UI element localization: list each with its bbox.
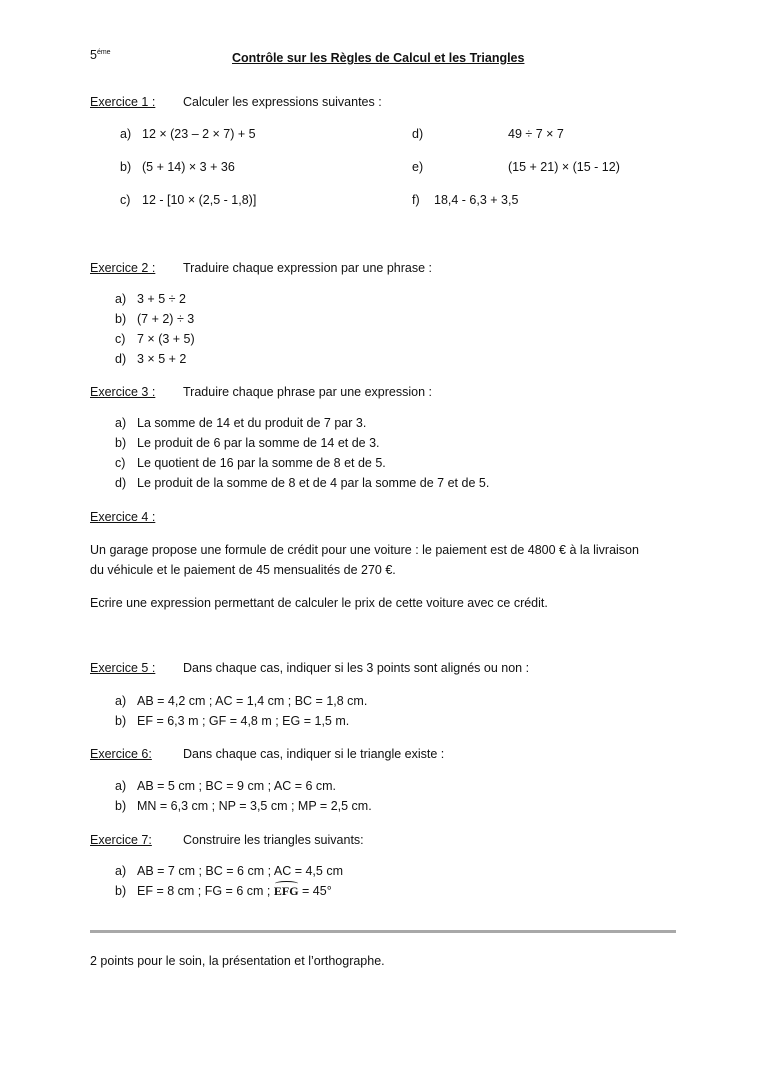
- ex1-item-f-label: f): [412, 193, 420, 207]
- ex3-item-b: b) Le produit de 6 par la somme de 14 et de 3.: [115, 436, 380, 450]
- ex2-item-d: d) 3 × 5 + 2: [115, 352, 187, 366]
- ex4-question: Ecrire une expression permettant de calculer le prix de cette voiture avec ce crédit.: [90, 596, 548, 610]
- ex7-instruction: Construire les triangles suivants:: [183, 833, 364, 847]
- ex1-item-a: a) 12 × (23 – 2 × 7) + 5: [120, 127, 256, 141]
- ex6-label: Exercice 6:: [90, 747, 152, 761]
- ex1-item-e-label: e): [412, 160, 424, 174]
- ex3-item-a: a) La somme de 14 et du produit de 7 par 3.: [115, 416, 367, 430]
- ex1-item-c: c) 12 - [10 × (2,5 - 1,8)]: [120, 193, 257, 207]
- grade-number: 5: [90, 48, 97, 62]
- ex6-item-b: b) MN = 6,3 cm ; NP = 3,5 cm ; MP = 2,5 cm.: [115, 799, 372, 813]
- ex7-label: Exercice 7:: [90, 833, 152, 847]
- ex1-instruction: Calculer les expressions suivantes :: [183, 95, 382, 109]
- ex5-label: Exercice 5 :: [90, 661, 156, 675]
- ex2-item-b: b) (7 + 2) ÷ 3: [115, 312, 195, 326]
- ex5-item-a: a) AB = 4,2 cm ; AC = 1,4 cm ; BC = 1,8 cm.: [115, 694, 368, 708]
- ex1-item-f: 18,4 - 6,3 + 3,5: [434, 193, 519, 207]
- ex1-label: Exercice 1 :: [90, 95, 156, 109]
- ex3-instruction: Traduire chaque phrase par une expression :: [183, 385, 432, 399]
- ex2-label: Exercice 2 :: [90, 261, 156, 275]
- ex2-item-c: c) 7 × (3 + 5): [115, 332, 195, 346]
- ex6-instruction: Dans chaque cas, indiquer si le triangle existe :: [183, 747, 445, 761]
- ex7-item-b: b) EF = 8 cm ; FG = 6 cm ; EFG = 45°: [115, 884, 332, 898]
- ex1-item-d: 49 ÷ 7 × 7: [508, 127, 564, 141]
- footer-note: 2 points pour le soin, la présentation et l’orthographe.: [90, 954, 385, 968]
- ex4-label: Exercice 4 :: [90, 510, 156, 524]
- grade-level: [90, 48, 111, 62]
- ex2-instruction: Traduire chaque expression par une phrase :: [183, 261, 432, 275]
- ex3-item-c: c) Le quotient de 16 par la somme de 8 et de 5.: [115, 456, 386, 470]
- separator-line: [90, 930, 676, 933]
- ex2-item-a: a) 3 + 5 ÷ 2: [115, 292, 186, 306]
- ex5-item-b: b) EF = 6,3 m ; GF = 4,8 m ; EG = 1,5 m.: [115, 714, 350, 728]
- ex5-instruction: Dans chaque cas, indiquer si les 3 points sont alignés ou non :: [183, 661, 530, 675]
- ex3-item-d: d) Le produit de la somme de 8 et de 4 par la somme de 7 et de 5.: [115, 476, 490, 490]
- grade-suffix: éme: [96, 48, 111, 56]
- ex3-label: Exercice 3 :: [90, 385, 156, 399]
- angle-efg-symbol: EFG: [273, 884, 299, 898]
- ex1-item-b: b) (5 + 14) × 3 + 36: [120, 160, 235, 174]
- ex4-paragraph-line2: du véhicule et le paiement de 45 mensualités de 270 €.: [90, 563, 396, 577]
- ex6-item-a: a) AB = 5 cm ; BC = 9 cm ; AC = 6 cm.: [115, 779, 337, 793]
- ex4-paragraph-line1: Un garage propose une formule de crédit pour une voiture : le paiement est de 4800 € à la livraison: [90, 543, 639, 557]
- ex1-item-e: (15 + 21) × (15 - 12): [508, 160, 620, 174]
- ex1-item-d-label: d): [412, 127, 424, 141]
- ex7-item-a: a) AB = 7 cm ; BC = 6 cm ; AC = 4,5 cm: [115, 864, 343, 878]
- page-title: Contrôle sur les Règles de Calcul et les Triangles: [232, 51, 525, 65]
